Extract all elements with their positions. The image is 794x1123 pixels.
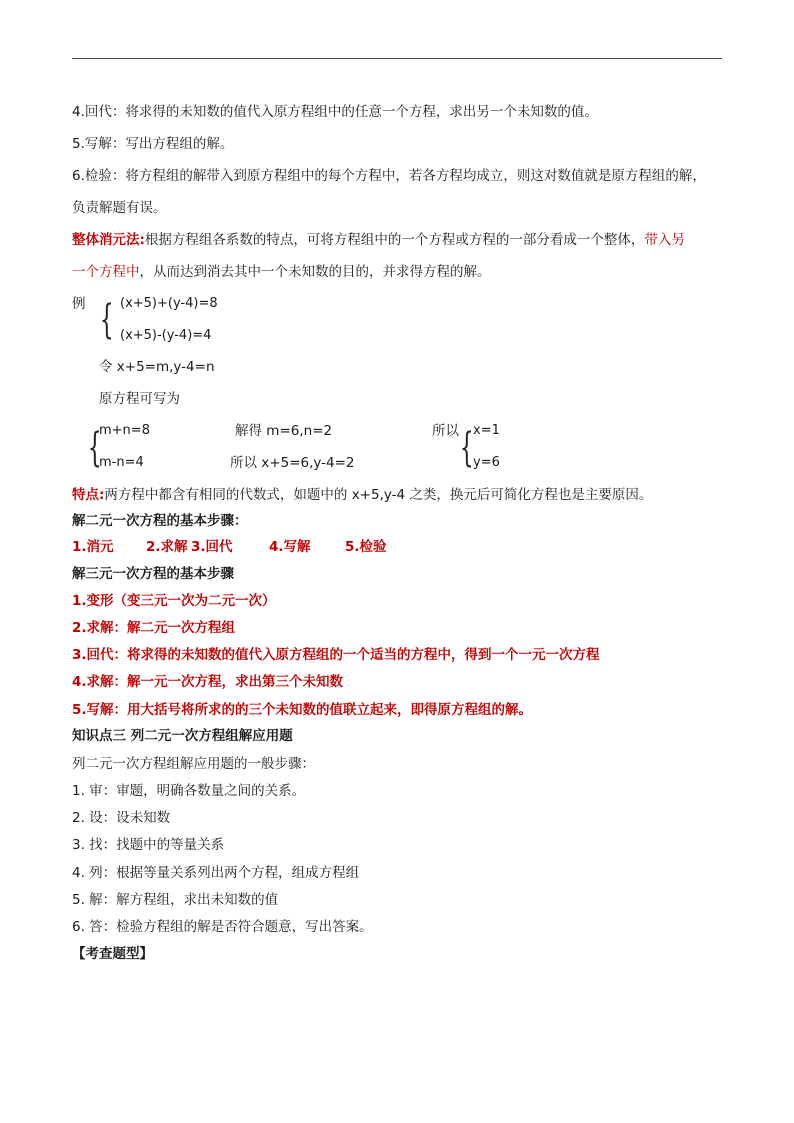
three-var-step-5: 5.写解：用大括号将所求的的三个未知数的值联立起来，即得原方程组的解。 <box>72 702 533 718</box>
example-m-eq1: m+n=8 <box>99 423 150 438</box>
example-rewrite: 原方程可写为 <box>99 391 180 407</box>
overall-elimination-red-head: 一个方程中 <box>72 264 140 280</box>
kp3-step-1: 1. 审：审题，明确各数量之间的关系。 <box>72 783 306 799</box>
two-var-step: 5.检验 <box>345 539 387 555</box>
example-x-value: x=1 <box>473 423 500 438</box>
three-var-step-1: 1.变形（变三元一次为二元一次） <box>72 593 276 609</box>
left-brace-icon: { <box>99 297 114 343</box>
kp3-step-3: 3. 找：找题中的等量关系 <box>72 837 225 853</box>
example-solve1: 解得 m=6,n=2 <box>235 423 333 439</box>
overall-elimination-line1 <box>72 230 685 250</box>
kp3-heading: 知识点三 列二元一次方程组解应用题 <box>72 728 293 744</box>
two-var-step: 2.求解 <box>146 539 188 555</box>
example-label: 例 <box>72 296 86 312</box>
three-var-step-4: 4.求解：解一元一次方程，求出第三个未知数 <box>72 674 344 690</box>
example-eq1: (x+5)+(y-4)=8 <box>120 296 218 311</box>
header-rule <box>72 58 722 59</box>
overall-elimination-line2 <box>72 262 491 282</box>
overall-elimination-red-tail: 带入另 <box>644 232 685 248</box>
kp3-step-5: 5. 解：解方程组，求出未知数的值 <box>72 892 279 908</box>
kp3-step-2: 2. 设：设未知数 <box>72 810 171 826</box>
three-var-heading: 解三元一次方程的基本步骤 <box>72 566 234 582</box>
two-var-step: 1.消元 <box>72 539 114 555</box>
example-y-value: y=6 <box>473 455 500 470</box>
step-6-check: 6.检验：将方程组的解带入到原方程组中的每个方程中，若各方程均成立，则这对数值就是原方程组的解， <box>72 168 706 184</box>
overall-elimination-label: 整体消元法: <box>72 232 145 248</box>
exam-types-heading: 【考查题型】 <box>72 946 153 962</box>
left-brace-icon: { <box>87 425 102 471</box>
step-4-backsubstitute: 4.回代：将求得的未知数的值代入原方程组中的任意一个方程，求出另一个未知数的值。 <box>72 104 598 120</box>
two-var-step: 3.回代 <box>191 539 233 555</box>
example-solve2: 所以 x+5=6,y-4=2 <box>230 455 355 471</box>
two-var-steps <box>72 537 387 557</box>
two-var-step: 4.写解 <box>269 539 311 555</box>
step-6-check-cont: 负责解题有误。 <box>72 200 167 216</box>
kp3-step-6: 6. 答：检验方程组的解是否符合题意，写出答案。 <box>72 919 373 935</box>
step-5-write-solution: 5.写解：写出方程组的解。 <box>72 136 234 152</box>
feature-text: 两方程中都含有相同的代数式，如题中的 x+5,y-4 之类，换元后可简化方程也是主要原因。 <box>104 487 653 503</box>
feature-line <box>72 485 652 505</box>
left-brace-icon: { <box>459 425 474 471</box>
three-var-step-3: 3.回代：将求得的未知数的值代入原方程组的一个适当的方程中，得到一个一元一次方程 <box>72 647 600 663</box>
feature-label: 特点: <box>72 487 105 503</box>
kp3-step-4: 4. 列：根据等量关系列出两个方程，组成方程组 <box>72 865 360 881</box>
overall-elimination-text2: ，从而达到消去其中一个未知数的目的，并求得方程的解。 <box>139 264 491 280</box>
example-substitution: 令 x+5=m,y-4=n <box>99 359 215 375</box>
three-var-step-2: 2.求解：解二元一次方程组 <box>72 620 236 636</box>
two-var-heading: 解二元一次方程的基本步骤： <box>72 513 248 529</box>
example-eq2: (x+5)-(y-4)=4 <box>120 328 212 343</box>
example-so: 所以 <box>432 423 459 439</box>
kp3-intro: 列二元一次方程组解应用题的一般步骤： <box>72 756 315 772</box>
example-m-eq2: m-n=4 <box>99 455 144 470</box>
overall-elimination-text1: 根据方程组各系数的特点，可将方程组中的一个方程或方程的一部分看成一个整体， <box>144 232 645 248</box>
